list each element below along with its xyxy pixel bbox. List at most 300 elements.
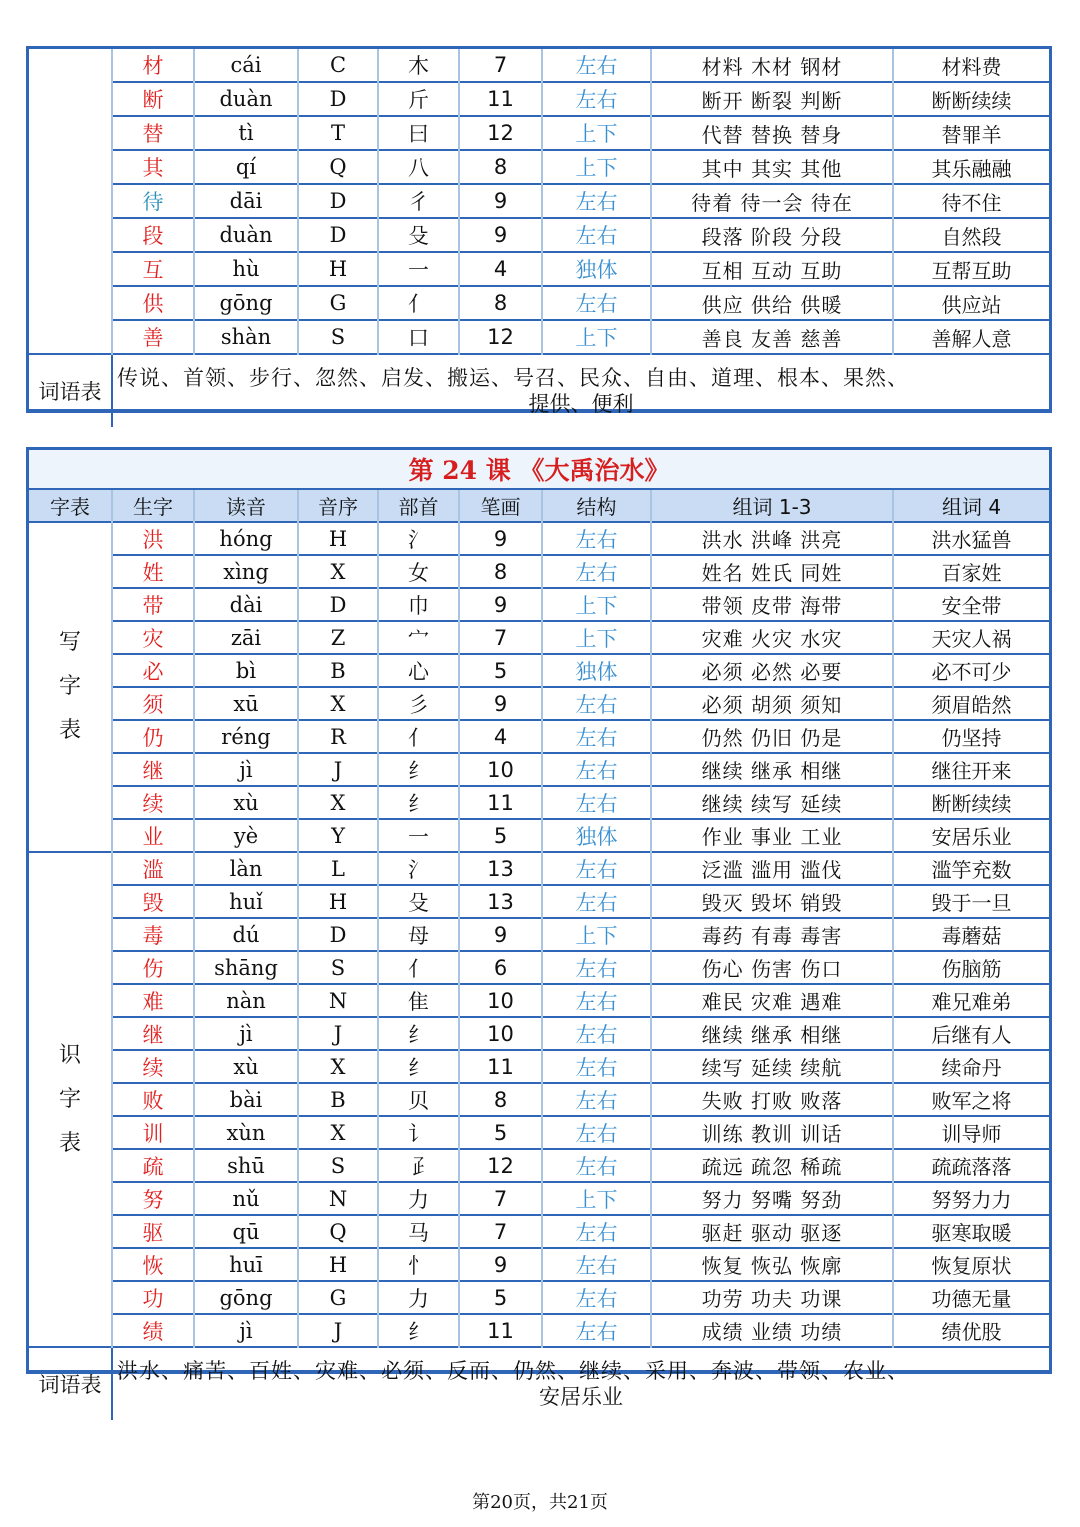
words-cell: 姓名 姓氏 同姓: [651, 555, 893, 588]
header-cell: 笔画: [459, 489, 542, 522]
structure-cell: 左右: [542, 286, 651, 320]
table-row: [29, 82, 1049, 116]
pinyin-cell: jì: [194, 1314, 298, 1347]
strokes-cell: 11: [459, 1314, 542, 1347]
pinyin-cell: xù: [194, 786, 298, 819]
table-row: [29, 720, 1049, 753]
table-row: [29, 1083, 1049, 1116]
vocab-line-2: 提供、便利: [528, 392, 634, 416]
words-cell: 训练 教训 训话: [651, 1116, 893, 1149]
words-cell: 善良 友善 慈善: [651, 320, 893, 354]
strokes-cell: 7: [459, 1182, 542, 1215]
char-cell: 训: [112, 1116, 194, 1149]
table-row: [29, 951, 1049, 984]
radical-cell: 殳: [378, 218, 459, 252]
radical-cell: 力: [378, 1182, 459, 1215]
pinyin-cell: bài: [194, 1083, 298, 1116]
pinyin-cell: réng: [194, 720, 298, 753]
pinyin-cell: jì: [194, 753, 298, 786]
structure-cell: 左右: [542, 184, 651, 218]
order-cell: H: [298, 885, 378, 918]
table-row: [29, 588, 1049, 621]
radical-cell: 纟: [378, 1050, 459, 1083]
char-cell: 继: [112, 753, 194, 786]
char-cell: 其: [112, 150, 194, 184]
pinyin-cell: shàn: [194, 320, 298, 354]
structure-cell: 左右: [542, 1116, 651, 1149]
strokes-cell: 8: [459, 150, 542, 184]
char-cell: 灾: [112, 621, 194, 654]
strokes-cell: 9: [459, 218, 542, 252]
pinyin-cell: qū: [194, 1215, 298, 1248]
order-cell: B: [298, 654, 378, 687]
strokes-cell: 9: [459, 1248, 542, 1281]
structure-cell: 上下: [542, 116, 651, 150]
structure-cell: 左右: [542, 1314, 651, 1347]
word4-cell: 洪水猛兽: [893, 522, 1049, 555]
structure-cell: 左右: [542, 218, 651, 252]
pinyin-cell: yè: [194, 819, 298, 852]
pinyin-cell: dú: [194, 918, 298, 951]
table-row: [29, 49, 1049, 82]
order-cell: S: [298, 320, 378, 354]
strokes-cell: 9: [459, 588, 542, 621]
strokes-cell: 13: [459, 885, 542, 918]
char-cell: 续: [112, 1050, 194, 1083]
pinyin-cell: hóng: [194, 522, 298, 555]
word4-cell: 毒蘑菇: [893, 918, 1049, 951]
order-cell: X: [298, 786, 378, 819]
word4-cell: 自然段: [893, 218, 1049, 252]
pinyin-cell: bì: [194, 654, 298, 687]
strokes-cell: 7: [459, 1215, 542, 1248]
word4-cell: 续命丹: [893, 1050, 1049, 1083]
strokes-cell: 5: [459, 654, 542, 687]
order-cell: L: [298, 852, 378, 885]
strokes-cell: 11: [459, 786, 542, 819]
read-section-label: 识 字 表: [29, 852, 112, 1347]
strokes-cell: 9: [459, 687, 542, 720]
radical-cell: 贝: [378, 1083, 459, 1116]
radical-cell: 彡: [378, 687, 459, 720]
table-row: [29, 184, 1049, 218]
structure-cell: 左右: [542, 984, 651, 1017]
pinyin-cell: shāng: [194, 951, 298, 984]
order-cell: Z: [298, 621, 378, 654]
order-cell: D: [298, 918, 378, 951]
header-cell: 生字: [112, 489, 194, 522]
words-cell: 努力 努嘴 努劲: [651, 1182, 893, 1215]
word4-cell: 败军之将: [893, 1083, 1049, 1116]
pinyin-cell: huǐ: [194, 885, 298, 918]
char-cell: 仍: [112, 720, 194, 753]
words-cell: 驱赶 驱动 驱逐: [651, 1215, 893, 1248]
vocab-label: 词语表: [29, 1347, 112, 1420]
structure-cell: 左右: [542, 951, 651, 984]
vocab-line-1: 洪水、痛苦、百姓、灾难、必须、反而、仍然、继续、采用、奔波、带领、农业、: [117, 1359, 909, 1383]
char-cell: 待: [112, 184, 194, 218]
structure-cell: 左右: [542, 1050, 651, 1083]
structure-cell: 独体: [542, 654, 651, 687]
word4-cell: 替罪羊: [893, 116, 1049, 150]
char-cell: 毁: [112, 885, 194, 918]
header-cell: 字表: [29, 489, 112, 522]
word4-cell: 百家姓: [893, 555, 1049, 588]
order-cell: H: [298, 522, 378, 555]
structure-cell: 左右: [542, 687, 651, 720]
char-cell: 驱: [112, 1215, 194, 1248]
structure-cell: 左右: [542, 82, 651, 116]
table-row: [29, 286, 1049, 320]
radical-cell: 氵: [378, 852, 459, 885]
char-cell: 难: [112, 984, 194, 1017]
radical-cell: 纟: [378, 1017, 459, 1050]
strokes-cell: 13: [459, 852, 542, 885]
strokes-cell: 8: [459, 286, 542, 320]
words-cell: 断开 断裂 判断: [651, 82, 893, 116]
pinyin-cell: dāi: [194, 184, 298, 218]
table-row: [29, 918, 1049, 951]
strokes-cell: 5: [459, 1116, 542, 1149]
order-cell: G: [298, 1281, 378, 1314]
word4-cell: 伤脑筋: [893, 951, 1049, 984]
strokes-cell: 6: [459, 951, 542, 984]
table-row: [29, 1116, 1049, 1149]
radical-cell: 宀: [378, 621, 459, 654]
radical-cell: 亻: [378, 951, 459, 984]
strokes-cell: 5: [459, 1281, 542, 1314]
strokes-cell: 9: [459, 522, 542, 555]
words-cell: 难民 灾难 遇难: [651, 984, 893, 1017]
word4-cell: 继往开来: [893, 753, 1049, 786]
order-cell: S: [298, 1149, 378, 1182]
pinyin-cell: duàn: [194, 82, 298, 116]
lesson-title: 第 24 课 《大禹治水》: [29, 450, 1049, 489]
word4-cell: 努努力力: [893, 1182, 1049, 1215]
radical-cell: 力: [378, 1281, 459, 1314]
vocab-row: [29, 354, 1049, 427]
vocab-text: [112, 354, 1049, 427]
char-cell: 滥: [112, 852, 194, 885]
order-cell: X: [298, 555, 378, 588]
table-row: [29, 1215, 1049, 1248]
radical-cell: 一: [378, 252, 459, 286]
structure-cell: 左右: [542, 49, 651, 82]
structure-cell: 左右: [542, 1248, 651, 1281]
order-cell: N: [298, 1182, 378, 1215]
header-cell: 结构: [542, 489, 651, 522]
word4-cell: 天灾人祸: [893, 621, 1049, 654]
radical-cell: 斤: [378, 82, 459, 116]
char-cell: 断: [112, 82, 194, 116]
pinyin-cell: dài: [194, 588, 298, 621]
radical-cell: 一: [378, 819, 459, 852]
order-cell: Q: [298, 1215, 378, 1248]
radical-cell: 殳: [378, 885, 459, 918]
words-cell: 互相 互动 互助: [651, 252, 893, 286]
order-cell: D: [298, 184, 378, 218]
pinyin-cell: shū: [194, 1149, 298, 1182]
char-cell: 败: [112, 1083, 194, 1116]
lesson23-table: [29, 49, 1049, 427]
strokes-cell: 12: [459, 1149, 542, 1182]
radical-cell: 曰: [378, 116, 459, 150]
radical-cell: 亻: [378, 286, 459, 320]
table-row: [29, 1314, 1049, 1347]
table-row: [29, 522, 1049, 555]
order-cell: B: [298, 1083, 378, 1116]
structure-cell: 独体: [542, 819, 651, 852]
table-row: [29, 885, 1049, 918]
words-cell: 泛滥 滥用 滥伐: [651, 852, 893, 885]
strokes-cell: 10: [459, 1017, 542, 1050]
structure-cell: 左右: [542, 1149, 651, 1182]
char-cell: 续: [112, 786, 194, 819]
words-cell: 带领 皮带 海带: [651, 588, 893, 621]
radical-cell: 氵: [378, 522, 459, 555]
char-cell: 带: [112, 588, 194, 621]
table-row: [29, 984, 1049, 1017]
char-cell: 功: [112, 1281, 194, 1314]
structure-cell: 左右: [542, 1281, 651, 1314]
structure-cell: 左右: [542, 555, 651, 588]
structure-cell: 左右: [542, 1017, 651, 1050]
word4-cell: 绩优股: [893, 1314, 1049, 1347]
words-cell: 段落 阶段 分段: [651, 218, 893, 252]
order-cell: Q: [298, 150, 378, 184]
header-cell: 音序: [298, 489, 378, 522]
words-cell: 必须 胡须 须知: [651, 687, 893, 720]
word4-cell: 材料费: [893, 49, 1049, 82]
order-cell: S: [298, 951, 378, 984]
structure-cell: 左右: [542, 753, 651, 786]
words-cell: 供应 供给 供暖: [651, 286, 893, 320]
table-row: [29, 786, 1049, 819]
pinyin-cell: hù: [194, 252, 298, 286]
radical-cell: 纟: [378, 753, 459, 786]
structure-cell: 上下: [542, 150, 651, 184]
words-cell: 成绩 业绩 功绩: [651, 1314, 893, 1347]
words-cell: 其中 其实 其他: [651, 150, 893, 184]
pinyin-cell: xùn: [194, 1116, 298, 1149]
radical-cell: 木: [378, 49, 459, 82]
radical-cell: 隹: [378, 984, 459, 1017]
char-cell: 疏: [112, 1149, 194, 1182]
radical-cell: 彳: [378, 184, 459, 218]
word4-cell: 须眉皓然: [893, 687, 1049, 720]
structure-cell: 上下: [542, 621, 651, 654]
order-cell: X: [298, 1116, 378, 1149]
table-row: [29, 621, 1049, 654]
strokes-cell: 12: [459, 320, 542, 354]
order-cell: X: [298, 687, 378, 720]
structure-cell: 左右: [542, 522, 651, 555]
strokes-cell: 11: [459, 1050, 542, 1083]
words-cell: 洪水 洪峰 洪亮: [651, 522, 893, 555]
table-row: [29, 150, 1049, 184]
order-cell: H: [298, 252, 378, 286]
strokes-cell: 7: [459, 621, 542, 654]
radical-cell: 母: [378, 918, 459, 951]
strokes-cell: 9: [459, 918, 542, 951]
structure-cell: 左右: [542, 720, 651, 753]
header-row: [29, 489, 1049, 522]
table-row: [29, 1149, 1049, 1182]
strokes-cell: 5: [459, 819, 542, 852]
header-cell: 组词 4: [893, 489, 1049, 522]
char-cell: 毒: [112, 918, 194, 951]
strokes-cell: 11: [459, 82, 542, 116]
words-cell: 材料 木材 钢材: [651, 49, 893, 82]
structure-cell: 独体: [542, 252, 651, 286]
order-cell: N: [298, 984, 378, 1017]
table-row: [29, 116, 1049, 150]
pinyin-cell: gōng: [194, 1281, 298, 1314]
header-cell: 部首: [378, 489, 459, 522]
order-cell: R: [298, 720, 378, 753]
order-cell: Y: [298, 819, 378, 852]
table-row: [29, 753, 1049, 786]
lesson24-table: [29, 450, 1049, 1420]
pinyin-cell: qí: [194, 150, 298, 184]
words-cell: 必须 必然 必要: [651, 654, 893, 687]
table-row: [29, 687, 1049, 720]
radical-cell: 忄: [378, 1248, 459, 1281]
char-cell: 业: [112, 819, 194, 852]
radical-cell: 亻: [378, 720, 459, 753]
char-cell: 必: [112, 654, 194, 687]
words-cell: 功劳 功夫 功课: [651, 1281, 893, 1314]
radical-cell: 𤴔: [378, 1149, 459, 1182]
word4-cell: 安全带: [893, 588, 1049, 621]
word4-cell: 恢复原状: [893, 1248, 1049, 1281]
strokes-cell: 10: [459, 753, 542, 786]
word4-cell: 驱寒取暖: [893, 1215, 1049, 1248]
char-cell: 段: [112, 218, 194, 252]
words-cell: 作业 事业 工业: [651, 819, 893, 852]
strokes-cell: 8: [459, 555, 542, 588]
word4-cell: 必不可少: [893, 654, 1049, 687]
radical-cell: 心: [378, 654, 459, 687]
pinyin-cell: zāi: [194, 621, 298, 654]
char-cell: 继: [112, 1017, 194, 1050]
radical-cell: 纟: [378, 1314, 459, 1347]
pinyin-cell: xù: [194, 1050, 298, 1083]
word4-cell: 安居乐业: [893, 819, 1049, 852]
char-cell: 恢: [112, 1248, 194, 1281]
word4-cell: 仍坚持: [893, 720, 1049, 753]
words-cell: 续写 延续 续航: [651, 1050, 893, 1083]
table-row: [29, 1017, 1049, 1050]
table-row: [29, 852, 1049, 885]
order-cell: G: [298, 286, 378, 320]
words-cell: 仍然 仍旧 仍是: [651, 720, 893, 753]
words-cell: 疏远 疏忽 稀疏: [651, 1149, 893, 1182]
char-cell: 互: [112, 252, 194, 286]
table-row: [29, 1248, 1049, 1281]
pinyin-cell: xìng: [194, 555, 298, 588]
pinyin-cell: xū: [194, 687, 298, 720]
word4-cell: 功德无量: [893, 1281, 1049, 1314]
char-cell: 伤: [112, 951, 194, 984]
pinyin-cell: làn: [194, 852, 298, 885]
order-cell: D: [298, 218, 378, 252]
structure-cell: 左右: [542, 786, 651, 819]
char-cell: 绩: [112, 1314, 194, 1347]
words-cell: 伤心 伤害 伤口: [651, 951, 893, 984]
radical-cell: 讠: [378, 1116, 459, 1149]
lesson23-table-box: [26, 46, 1052, 416]
char-cell: 善: [112, 320, 194, 354]
radical-cell: 巾: [378, 588, 459, 621]
word4-cell: 训导师: [893, 1116, 1049, 1149]
radical-cell: 马: [378, 1215, 459, 1248]
words-cell: 继续 继承 相继: [651, 753, 893, 786]
pinyin-cell: tì: [194, 116, 298, 150]
word4-cell: 其乐融融: [893, 150, 1049, 184]
section-label-empty: [29, 49, 112, 354]
char-cell: 姓: [112, 555, 194, 588]
pinyin-cell: nàn: [194, 984, 298, 1017]
order-cell: D: [298, 588, 378, 621]
strokes-cell: 4: [459, 252, 542, 286]
structure-cell: 左右: [542, 885, 651, 918]
char-cell: 须: [112, 687, 194, 720]
word4-cell: 难兄难弟: [893, 984, 1049, 1017]
word4-cell: 断断续续: [893, 786, 1049, 819]
table-row: [29, 218, 1049, 252]
char-cell: 供: [112, 286, 194, 320]
pinyin-cell: jì: [194, 1017, 298, 1050]
strokes-cell: 10: [459, 984, 542, 1017]
structure-cell: 上下: [542, 320, 651, 354]
words-cell: 恢复 恢弘 恢廓: [651, 1248, 893, 1281]
char-cell: 努: [112, 1182, 194, 1215]
table-row: [29, 252, 1049, 286]
table-row: [29, 654, 1049, 687]
radical-cell: 八: [378, 150, 459, 184]
order-cell: D: [298, 82, 378, 116]
words-cell: 继续 续写 延续: [651, 786, 893, 819]
table-row: [29, 819, 1049, 852]
words-cell: 灾难 火灾 水灾: [651, 621, 893, 654]
lesson-title-row: [29, 450, 1049, 489]
words-cell: 待着 待一会 待在: [651, 184, 893, 218]
table-row: [29, 1182, 1049, 1215]
order-cell: T: [298, 116, 378, 150]
words-cell: 代替 替换 替身: [651, 116, 893, 150]
structure-cell: 左右: [542, 1083, 651, 1116]
header-cell: 组词 1-3: [651, 489, 893, 522]
structure-cell: 左右: [542, 1215, 651, 1248]
strokes-cell: 7: [459, 49, 542, 82]
lesson24-table-box: [26, 447, 1052, 1409]
radical-cell: 女: [378, 555, 459, 588]
radical-cell: 口: [378, 320, 459, 354]
order-cell: J: [298, 753, 378, 786]
word4-cell: 善解人意: [893, 320, 1049, 354]
strokes-cell: 12: [459, 116, 542, 150]
order-cell: C: [298, 49, 378, 82]
vocab-text: [112, 1347, 1049, 1420]
word4-cell: 待不住: [893, 184, 1049, 218]
strokes-cell: 9: [459, 184, 542, 218]
vocab-row: [29, 1347, 1049, 1420]
order-cell: H: [298, 1248, 378, 1281]
word4-cell: 滥竽充数: [893, 852, 1049, 885]
structure-cell: 左右: [542, 852, 651, 885]
word4-cell: 疏疏落落: [893, 1149, 1049, 1182]
